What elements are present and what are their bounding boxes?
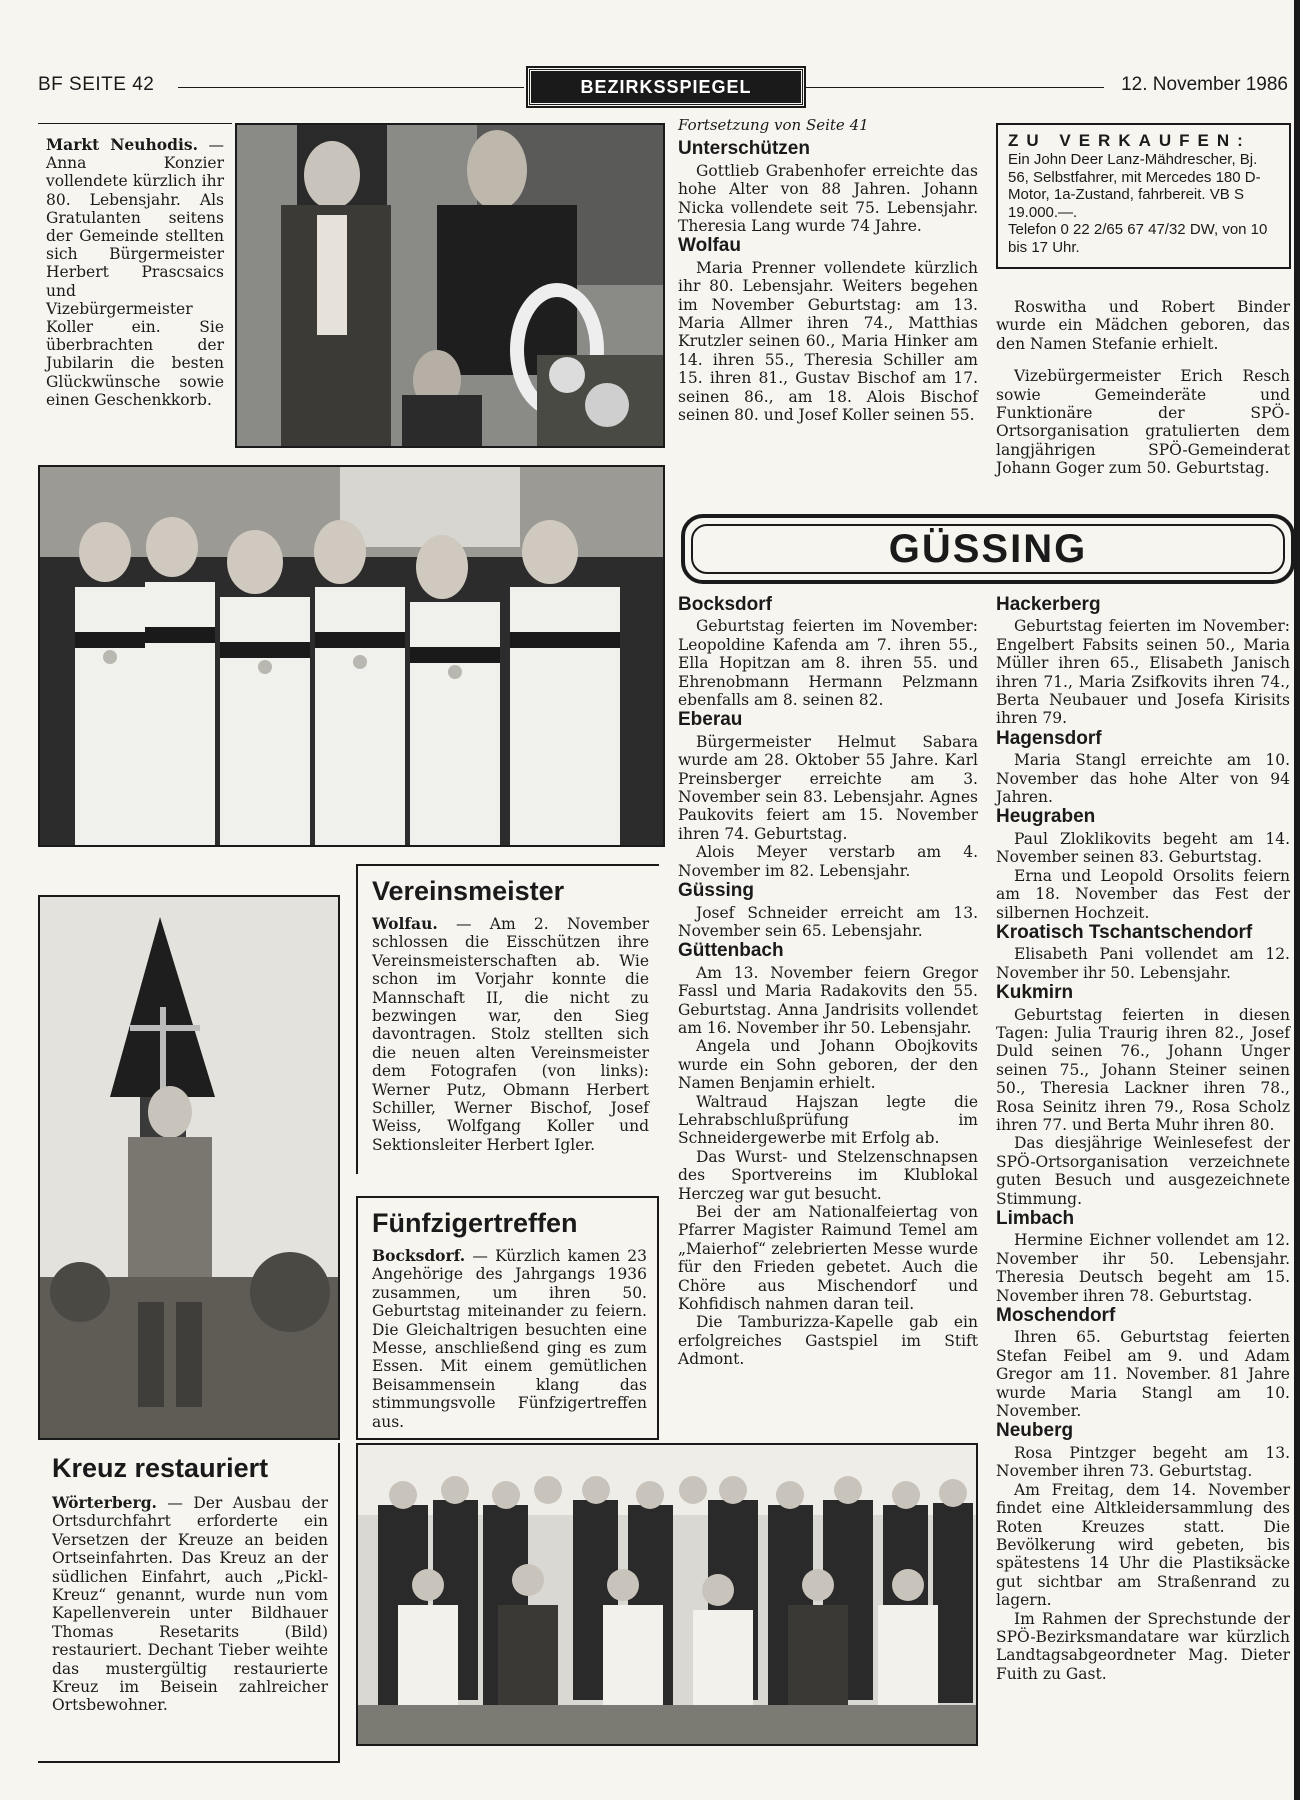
text-guettenbach-2: Angela und Johann Obojkovits wurde ein Sohn geboren, der den Namen Benjamin erhielt. [678,1037,978,1093]
photo-fuenfziger [356,1443,978,1746]
heading-hagensdorf: Hagensdorf [996,727,1102,749]
guessing-right-column [996,594,1290,1683]
section-title: BEZIRKSSPIEGEL [528,68,804,106]
photo-neuhodis [235,123,665,448]
vereinsmeister-text: — Am 2. November schlossen die Eisschützen ihre Vereinsmeisterschaften ab. Wie schon im Vorjahr konnte die Mannschaft II, die nicht zu bezwingen war, den Sieg davontragen. Stolz stellten sich die neuen alten Vereinsmeister dem Fotografen (von links): Werner Putz, Obmann Herbert Schiller, Werner Bischof, Josef Weiss, Wolfgang Koller und Sektionsleiter Herbert Igler. [372,915,649,1154]
kreuz-text: — Der Ausbau der Ortsdurchfahrt erforderte ein Versetzen der Kreuze an beiden Ortseinfahrten. Das Kreuz an der südlichen Einfahrt, auch „Pickl-Kreuz“ genannt, wurde nun vom Kapellenverein unter Bildhauer Thomas Resetarits (Bild) restauriert. Dechant Tieber weihte das mustergültig restaurierte Kreuz im Beisein zahlreicher Ortsbewohner. [52,1494,328,1715]
guessing-banner [681,514,1295,584]
page-number: BF SEITE 42 [38,74,155,95]
header-rule-left [178,87,524,88]
heading-eberau: Eberau [678,709,743,731]
fuenfziger-text: — Kürzlich kamen 23 Angehörige des Jahrgangs 1936 zusammen, um ihren 50. Geburtstag miteinander zu feiern. Die Gleichaltrigen besuchten eine Messe, anschließend ging es zum Essen. Mit einem gemütlichen Beisammensein klang das stimmungsvolle Fünfzigertreffen aus. [372,1247,647,1431]
text-kroatisch-tschantschendorf: Elisabeth Pani vollendet am 12. November ihr 50. Lebensjahr. [996,945,1290,982]
text-heugraben-1: Paul Zloklikovits begeht am 14. November seinen 83. Geburtstag. [996,829,1290,867]
heading-moschendorf: Moschendorf [996,1305,1116,1327]
text-guettenbach-6: Die Tamburizza-Kapelle gab ein erfolgreiches Gastspiel im Stift Admont. [678,1313,978,1369]
text-eberau-1: Bürgermeister Helmut Sabara wurde am 28. Oktober 55 Jahre. Karl Preinsberger erreichte am 3. November sein 83. Lebensjahr. Agnes Paukovits feiert am 15. November ihren 74. Geburtstag. [678,732,978,843]
page-edge [1294,0,1300,1800]
heading-guettenbach: Güttenbach [678,940,784,962]
text-kukmirn-2: Das diesjährige Weinlesefest der SPÖ-Ortsorganisation verzeichnete guten Besuch und ausgezeichnete Stimmung. [996,1134,1290,1208]
text-moschendorf: Ihren 65. Geburtstag feierten Stefan Feibel am 9. und Adam Gregor am 11. November. 81 Jahre wurde Maria Stangl am 10. November. [996,1328,1290,1421]
photo-eisschuetzen [38,465,665,847]
neuhodis-place: Markt Neuhodis. [46,135,198,154]
guessing-left-column [678,594,978,1369]
neuhodis-text: — Anna Konzier vollendete kürzlich ihr 80. Lebensjahr. Als Gratulanten seitens der Gemeinde stellten sich Bürgermeister Herbert Prascsaics und Vizebürgermeister Koller ein. Sie überbrachten der Jubilarin die besten Glückwünsche sowie einen Geschenkkorb. [46,136,224,409]
classified-ad [996,123,1291,269]
photo-kreuz [38,895,340,1440]
text-neuberg-1: Rosa Pintzger begeht am 13. November ihren 73. Geburtstag. [996,1443,1290,1481]
text-hagensdorf: Maria Stangl erreichte am 10. November das hohe Alter von 94 Jahren. [996,751,1290,807]
kreuz-place: Wörterberg. [52,1493,157,1512]
header-rule-right [804,87,1104,88]
issue-date: 12. November 1986 [1121,74,1288,95]
text-wolfau: Maria Prenner vollendete kürzlich ihr 80. Lebensjahr. Weiters begehen im November Geburtstag: am 13. Maria Allmer ihren 74., Matthias Krutzler seinen 60., Maria Hinker am 14. ihren 55., Theresia Schiller am 15. ihren 81., Gustav Bischof am 17. seinen 86., am 18. Alois Bischof seinen 80. und Josef Koller seinen 55. [678,258,978,425]
heading-bocksdorf: Bocksdorf [678,594,772,615]
fuenfziger-title: Fünfzigertreffen [372,1208,578,1238]
text-guettenbach-3: Waltraud Hajszan legte die Lehrabschlußprüfung im Schneidergewerbe mit Erfolg ab. [678,1092,978,1148]
classified-title: ZU VERKAUFEN: [1008,131,1251,150]
vereinsmeister-title: Vereinsmeister [372,876,565,906]
text-goger: Vizebürgermeister Erich Resch sowie Gemeinderäte und Funktionäre der SPÖ-Ortsorganisation gratulierten dem langjährigen SPÖ-Gemeinderat Johann Goger zum 50. Geburtstag. [996,367,1290,478]
vereinsmeister-article [356,864,659,1174]
text-binder: Roswitha und Robert Binder wurde ein Mädchen geboren, das den Namen Stefanie erhielt. [996,298,1290,353]
text-heugraben-2: Erna und Leopold Orsolits feiern am 18. November das Fest der silbernen Hochzeit. [996,866,1290,922]
text-neuberg-3: Im Rahmen der Sprechstunde der SPÖ-Bezirksmandatare war kürzlich Landtagsabgeordneter Mag. Dieter Fuith zu Gast. [996,1609,1290,1683]
heading-hackerberg: Hackerberg [996,594,1101,615]
neuhodis-caption [38,123,232,448]
text-eberau-2: Alois Meyer verstarb am 4. November im 82. Lebensjahr. [678,843,978,880]
fuenfziger-article [356,1196,659,1440]
heading-kukmirn: Kukmirn [996,982,1074,1004]
text-limbach: Hermine Eichner vollendet am 12. November ihr 50. Lebensjahr. Theresia Deutsch begeht am 15. November ihren 78. Geburtstag. [996,1231,1290,1305]
heading-neuberg: Neuberg [996,1420,1074,1442]
guessing-title: GÜSSING [691,524,1285,574]
continuation-note: Fortsetzung von Seite 41 [678,116,869,134]
text-neuberg-2: Am Freitag, dem 14. November findet eine Altkleidersammlung des Roten Kreuzes statt. Die Bevölkerung wird gebeten, bis spätestens 14 Uhr die Plastiksäcke gut sichtbar am Straßenrand zu lagern. [996,1480,1290,1610]
heading-guessing: Güssing [678,880,755,902]
right-top-column [996,298,1290,478]
kreuz-title: Kreuz restauriert [52,1453,269,1483]
vereinsmeister-place: Wolfau. [372,914,438,933]
heading-heugraben: Heugraben [996,806,1096,828]
classified-phone: Telefon 0 22 2/65 67 47/32 DW, von 10 bis 17 Uhr. [1008,221,1268,256]
heading-unterschuetzen: Unterschützen [678,138,810,160]
text-hackerberg: Geburtstag feierten im November: Engelbert Fabsits seinen 50., Maria Müller ihren 65., Elisabeth Janisch ihren 71., Maria Zsifkovits ihren 74., Berta Neubauer und Josefa Kirisits ihren 79. [996,617,1290,728]
classified-text: Ein John Deer Lanz-Mähdrescher, Bj. 56, Selbstfahrer, mit Mercedes 180 D-Motor, 1a-Zustand, fahrbereit. VB S 19.000.—. [1008,151,1261,221]
heading-kroatisch-tschantschendorf: Kroatisch Tschantschendorf [996,921,1253,943]
kreuz-article [38,1443,340,1763]
heading-wolfau: Wolfau [678,235,741,257]
text-guettenbach-1: Am 13. November feiern Gregor Fassl und Maria Radakovits den 55. Geburtstag. Anna Jandrisits vollendet am 16. November ihr 50. Lebensjahr. [678,963,978,1037]
middle-top-column [678,116,978,425]
text-kukmirn-1: Geburtstag feierten in diesen Tagen: Julia Traurig ihren 82., Josef Duld seinen 76., Johann Unger seinen 75., Johann Steiner seinen 50., Theresia Lackner ihren 78., Rosa Seinitz ihren 79., Rosa Scholz ihren 77. und Berta Muhr ihren 80. [996,1005,1290,1134]
text-guessing: Josef Schneider erreicht am 13. November sein 65. Lebensjahr. [678,903,978,940]
text-guettenbach-5: Bei der am Nationalfeiertag von Pfarrer Magister Raimund Temel am „Maierhof“ zelebrierten Messe wurde für den Frieden gebetet. Auch die Chöre aus Mischendorf und Kohfidisch nahmen daran teil. [678,1203,978,1314]
text-guettenbach-4: Das Wurst- und Stelzenschnapsen des Sportvereins im Klublokal Herczeg war gut besucht. [678,1147,978,1203]
text-unterschuetzen: Gottlieb Grabenhofer erreichte das hohe Alter von 88 Jahren. Johann Nicka vollendete seit 75. Lebensjahr. Theresia Lang wurde 74 Jahre. [678,161,978,236]
heading-limbach: Limbach [996,1208,1075,1229]
fuenfziger-place: Bocksdorf. [372,1246,466,1265]
text-bocksdorf: Geburtstag feierten im November: Leopoldine Kafenda am 7. ihren 55., Ella Hopitzan am 8. ihren 55. und Ehrenobmann Hermann Pelzmann ebenfalls am 8. seinen 82. [678,617,978,710]
